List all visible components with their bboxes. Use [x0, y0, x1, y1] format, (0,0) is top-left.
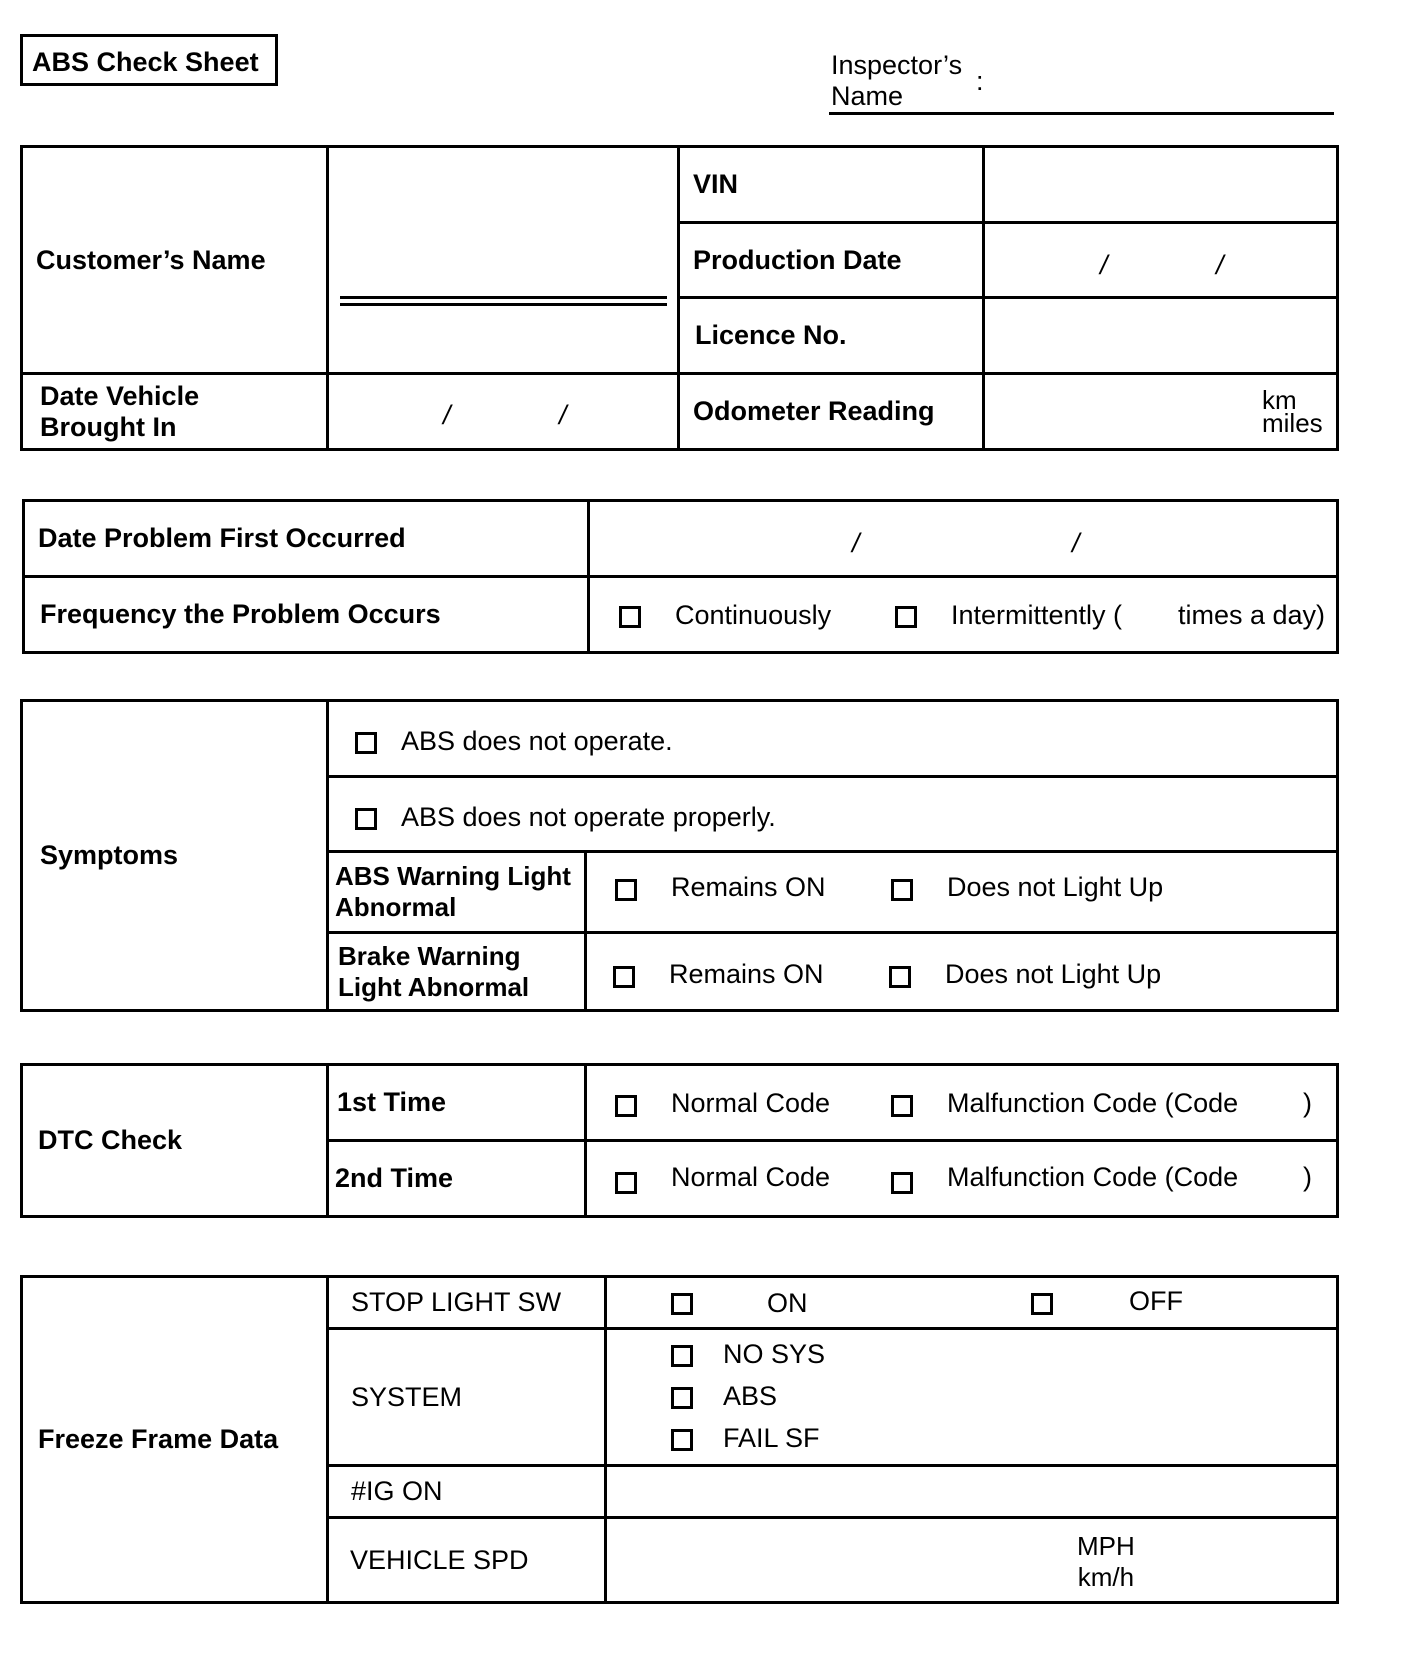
dtc-first-label: 1st Time [328, 1065, 586, 1141]
brake-not-light-label: Does not Light Up [945, 959, 1162, 989]
sheet-title: ABS Check Sheet [20, 34, 278, 86]
date-brought-in-line1: Date Vehicle [40, 380, 200, 411]
continuously-label: Continuously [675, 600, 832, 630]
dtc-second-label: 2nd Time [328, 1141, 586, 1217]
inspector-name-field[interactable] [829, 112, 1334, 115]
vin-field[interactable] [984, 147, 1338, 223]
brake-remains-on-label: Remains ON [669, 959, 824, 989]
abs-not-operate-checkbox[interactable] [355, 732, 377, 754]
vehicle-info-table [20, 145, 1339, 451]
system-label: SYSTEM [328, 1329, 606, 1466]
unit-miles: miles [1262, 408, 1323, 438]
abs-warning-light-options [586, 852, 1338, 933]
freeze-frame-label: Freeze Frame Data [22, 1277, 328, 1603]
customer-name-double-line-2 [340, 303, 667, 306]
dtc2-normal-checkbox[interactable] [615, 1172, 637, 1194]
abs-not-properly-label: ABS does not operate properly. [401, 802, 776, 832]
fail-sf-label: FAIL SF [723, 1423, 820, 1453]
unit-kmh: km/h [1077, 1562, 1135, 1592]
abs-not-properly-row [328, 777, 1338, 852]
abs-remains-on-checkbox[interactable] [615, 879, 637, 901]
date-first-occurred-field[interactable] [589, 501, 1338, 577]
intermittently-label: Intermittently ( [951, 600, 1123, 630]
dtc-table [20, 1063, 1339, 1218]
freeze-frame-table [20, 1275, 1339, 1604]
abs-not-properly-checkbox[interactable] [355, 808, 377, 830]
ig-on-label: #IG ON [328, 1466, 606, 1518]
date-brought-in-field[interactable] [328, 374, 679, 450]
brake-remains-on-checkbox[interactable] [613, 966, 635, 988]
stop-light-options [606, 1277, 1338, 1329]
vehicle-spd-field[interactable] [606, 1518, 1338, 1603]
dtc1-normal-checkbox[interactable] [615, 1095, 637, 1117]
dtc2-malfunction-checkbox[interactable] [891, 1172, 913, 1194]
no-sys-checkbox[interactable] [671, 1345, 693, 1367]
abs-light-line2: Abnormal [335, 892, 457, 922]
abs-checkbox[interactable] [671, 1387, 693, 1409]
dtc1-malfunction-checkbox[interactable] [891, 1095, 913, 1117]
abs-not-operate-label: ABS does not operate. [401, 726, 673, 756]
times-a-day-label: times a day) [1178, 600, 1326, 630]
fail-sf-checkbox[interactable] [671, 1429, 693, 1451]
system-options [606, 1329, 1338, 1466]
inspector-colon: : [976, 66, 984, 96]
brake-warning-light-options [586, 933, 1338, 1011]
dtc1-malfunction-label: Malfunction Code (Code [947, 1088, 1239, 1118]
dtc-check-label: DTC Check [22, 1065, 328, 1217]
stop-light-on-label: ON [767, 1288, 808, 1318]
customer-name-field[interactable] [328, 147, 679, 374]
production-date-label: Production Date [679, 223, 984, 298]
frequency-field [589, 577, 1338, 653]
brake-light-line1: Brake Warning [338, 940, 521, 971]
customer-name-label: Customer’s Name [22, 147, 328, 374]
speed-units [1077, 1531, 1135, 1593]
frequency-label: Frequency the Problem Occurs [24, 577, 589, 653]
inspector-label-line2: Name [831, 81, 904, 111]
brake-light-line2: Light Abnormal [338, 971, 530, 1002]
odometer-units [1262, 385, 1323, 438]
abs-warning-light-label [328, 852, 586, 933]
dtc2-close-paren: ) [1303, 1162, 1312, 1192]
date-slash: / [1072, 528, 1080, 558]
vin-label: VIN [679, 147, 984, 223]
licence-field[interactable] [984, 298, 1338, 374]
continuously-checkbox[interactable] [619, 606, 641, 628]
date-first-occurred-label: Date Problem First Occurred [24, 501, 589, 577]
date-slash: / [1100, 250, 1108, 280]
abs-label: ABS [723, 1381, 778, 1411]
dtc1-normal-label: Normal Code [671, 1088, 831, 1118]
date-brought-in-label [22, 374, 328, 450]
vehicle-spd-label: VEHICLE SPD [328, 1518, 606, 1603]
inspector-label [831, 50, 962, 112]
dtc1-close-paren: ) [1303, 1088, 1312, 1118]
symptoms-label: Symptoms [22, 701, 328, 1011]
odometer-field[interactable] [984, 374, 1338, 450]
ig-on-field[interactable] [606, 1466, 1338, 1518]
abs-not-light-checkbox[interactable] [891, 879, 913, 901]
brake-not-light-checkbox[interactable] [889, 966, 911, 988]
stop-light-off-checkbox[interactable] [1031, 1293, 1053, 1315]
abs-not-operate-row [328, 701, 1338, 777]
date-brought-in-line2: Brought In [40, 411, 177, 442]
symptoms-table [20, 699, 1339, 1012]
intermittently-checkbox[interactable] [895, 606, 917, 628]
dtc-second-options [586, 1141, 1338, 1217]
no-sys-label: NO SYS [723, 1339, 826, 1369]
stop-light-on-checkbox[interactable] [671, 1293, 693, 1315]
date-slash: / [559, 400, 567, 430]
customer-name-double-line [340, 296, 667, 299]
abs-not-light-label: Does not Light Up [947, 872, 1164, 902]
abs-remains-on-label: Remains ON [671, 872, 826, 902]
unit-mph: MPH [1077, 1531, 1135, 1561]
production-date-field[interactable] [984, 223, 1338, 298]
odometer-label: Odometer Reading [679, 374, 984, 450]
stop-light-off-label: OFF [1129, 1286, 1183, 1316]
date-slash: / [1216, 250, 1224, 280]
dtc-first-options [586, 1065, 1338, 1141]
dtc2-normal-label: Normal Code [671, 1162, 831, 1192]
brake-warning-light-label [328, 933, 586, 1011]
unit-km: km [1262, 385, 1297, 415]
abs-light-line1: ABS Warning Light [335, 861, 571, 891]
stop-light-label: STOP LIGHT SW [328, 1277, 606, 1329]
inspector-label-line1: Inspector’s [831, 50, 963, 80]
date-slash: / [443, 400, 451, 430]
problem-table [22, 499, 1339, 654]
date-slash: / [852, 528, 860, 558]
dtc2-malfunction-label: Malfunction Code (Code [947, 1162, 1239, 1192]
licence-label: Licence No. [679, 298, 984, 374]
